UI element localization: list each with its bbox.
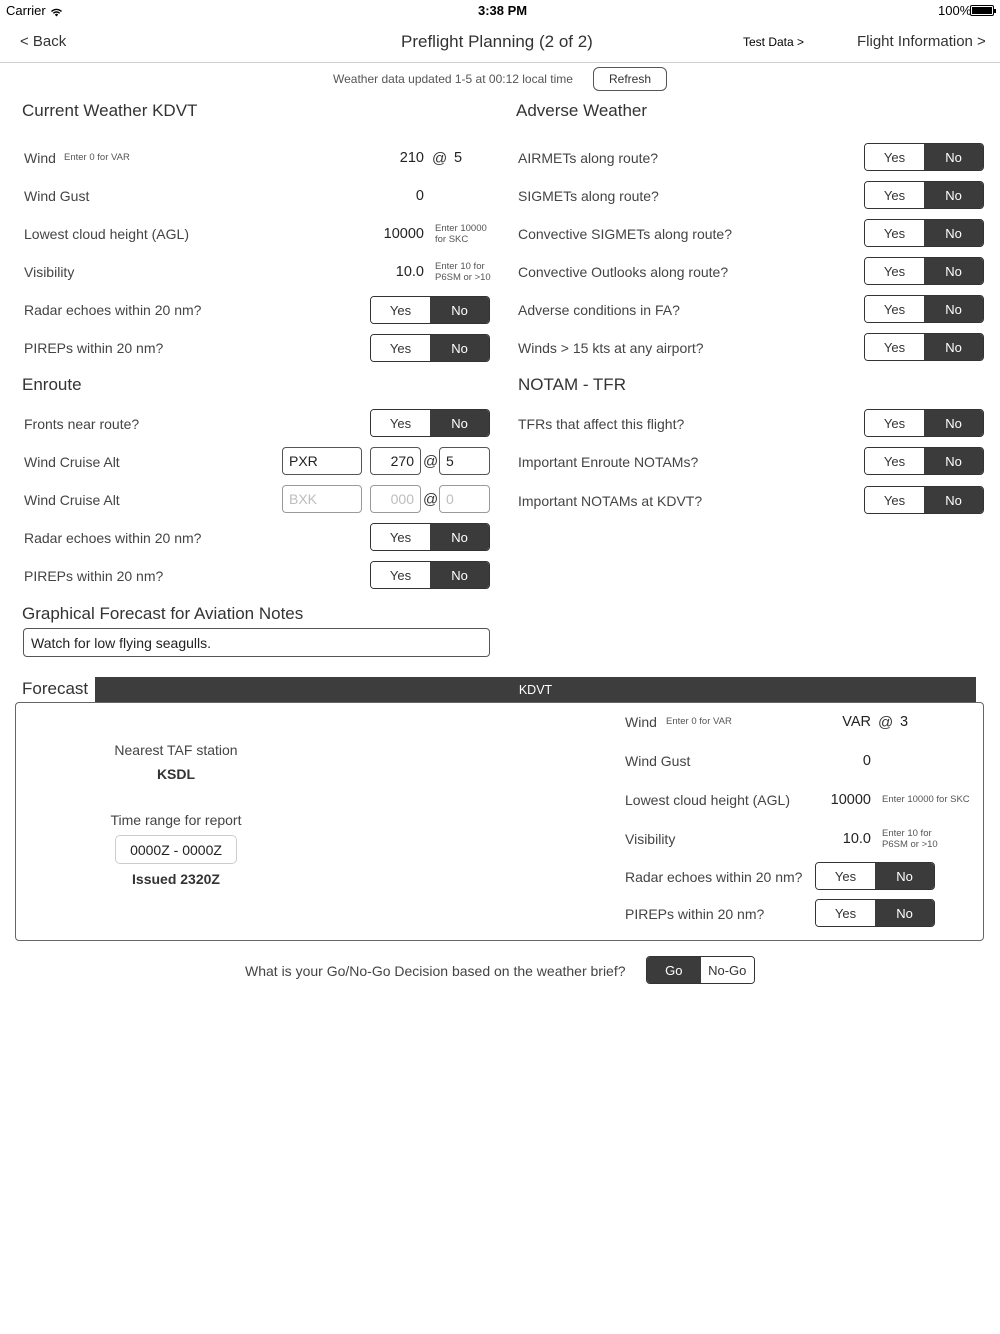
forecast-wind-label: Wind [625, 714, 657, 730]
kdvt-notams-label: Important NOTAMs at KDVT? [518, 493, 703, 509]
yes-option[interactable]: Yes [865, 487, 924, 513]
forecast-visibility-hint: Enter 10 for P6SM or >10 [882, 828, 938, 850]
radar-label: Radar echoes within 20 nm? [24, 302, 202, 318]
no-option[interactable]: No [430, 524, 489, 550]
wind-label: Wind [24, 150, 56, 166]
pireps-toggle[interactable] [370, 334, 490, 362]
adverse-fa-toggle[interactable] [864, 295, 984, 323]
taf-station-label: Nearest TAF station [114, 742, 238, 758]
forecast-pireps-toggle[interactable] [815, 899, 935, 927]
no-option[interactable]: No [924, 220, 983, 246]
forecast-cloud-value[interactable]: 10000 [830, 792, 871, 808]
no-option[interactable]: No [924, 487, 983, 513]
refresh-button[interactable]: Refresh [593, 67, 667, 91]
page-title: Preflight Planning (2 of 2) [401, 32, 593, 51]
wind-direction[interactable]: 210 [399, 150, 424, 166]
time-range-label: Time range for report [110, 812, 242, 828]
wifi-icon [50, 4, 63, 22]
no-option[interactable]: No [924, 334, 983, 360]
notes-input[interactable]: Watch for low flying seagulls. [23, 628, 490, 657]
no-option[interactable]: No [924, 410, 983, 436]
cruise-alt-label-2: Wind Cruise Alt [24, 492, 120, 508]
no-option[interactable]: No [875, 900, 934, 926]
wind-at-sign: @ [432, 150, 448, 167]
forecast-cloud-hint: Enter 10000 for SKC [882, 794, 970, 805]
gust-value[interactable]: 0 [415, 188, 424, 204]
no-option[interactable]: No [875, 863, 934, 889]
no-option[interactable]: No [430, 562, 489, 588]
no-option[interactable]: No [430, 297, 489, 323]
go-nogo-toggle[interactable] [646, 956, 755, 984]
yes-option[interactable]: Yes [371, 410, 430, 436]
tfrs-toggle[interactable] [864, 409, 984, 437]
enroute-notams-label: Important Enroute NOTAMs? [518, 454, 699, 470]
airmets-label: AIRMETs along route? [518, 150, 659, 166]
enroute-radar-toggle[interactable] [370, 523, 490, 551]
decision-question: What is your Go/No-Go Decision based on the weather brief? [245, 963, 626, 979]
no-option[interactable]: No [430, 335, 489, 361]
yes-option[interactable]: Yes [371, 562, 430, 588]
yes-option[interactable]: Yes [865, 410, 924, 436]
yes-option[interactable]: Yes [865, 334, 924, 360]
battery-icon [970, 5, 994, 16]
no-option[interactable]: No [430, 410, 489, 436]
clock: 3:38 PM [478, 3, 528, 18]
enroute-notams-toggle[interactable] [864, 447, 984, 475]
yes-option[interactable]: Yes [371, 297, 430, 323]
update-text: Weather data updated 1-5 at 00:12 local time [333, 72, 573, 86]
pireps-label: PIREPs within 20 nm? [24, 340, 164, 356]
cruise-direction-input-1[interactable]: 270 [370, 447, 421, 475]
gust-label: Wind Gust [24, 188, 90, 204]
no-option[interactable]: No [924, 144, 983, 170]
nogo-option[interactable]: No-Go [701, 957, 755, 983]
cruise-at-sign-2: @ [423, 491, 439, 508]
enroute-radar-label: Radar echoes within 20 nm? [24, 530, 202, 546]
notam-tfr-title: NOTAM - TFR [518, 375, 626, 394]
cruise-speed-input-1[interactable]: 5 [439, 447, 490, 475]
airmets-toggle[interactable] [864, 143, 984, 171]
forecast-visibility-label: Visibility [625, 831, 676, 847]
no-option[interactable]: No [924, 296, 983, 322]
forecast-cloud-label: Lowest cloud height (AGL) [625, 792, 790, 808]
nav-divider [0, 62, 1000, 63]
flight-information-link[interactable]: Flight Information > [857, 33, 986, 50]
fronts-label: Fronts near route? [24, 416, 140, 432]
carrier-label: Carrier [6, 3, 46, 18]
yes-option[interactable]: Yes [865, 144, 924, 170]
yes-option[interactable]: Yes [371, 335, 430, 361]
visibility-hint: Enter 10 for P6SM or >10 [435, 261, 491, 283]
cloud-height-label: Lowest cloud height (AGL) [24, 226, 189, 242]
test-data-link[interactable]: Test Data > [743, 35, 805, 49]
forecast-gust-value[interactable]: 0 [862, 753, 871, 769]
go-option[interactable]: Go [647, 957, 701, 983]
enroute-title: Enroute [22, 375, 82, 394]
tab-kdvt[interactable]: KDVT [95, 677, 976, 703]
forecast-wind-at-sign: @ [878, 714, 894, 731]
wind-speed[interactable]: 5 [454, 150, 463, 166]
forecast-gust-label: Wind Gust [625, 753, 691, 769]
current-weather-title: Current Weather KDVT [22, 101, 198, 120]
no-option[interactable]: No [924, 182, 983, 208]
no-option[interactable]: No [924, 258, 983, 284]
cruise-speed-input-2[interactable]: 0 [439, 485, 490, 513]
yes-option[interactable]: Yes [816, 900, 875, 926]
forecast-pireps-label: PIREPs within 20 nm? [625, 906, 765, 922]
convective-outlooks-toggle[interactable] [864, 257, 984, 285]
time-range-selector[interactable]: 0000Z - 0000Z [115, 835, 237, 864]
adverse-weather-title: Adverse Weather [516, 101, 648, 120]
yes-option[interactable]: Yes [865, 258, 924, 284]
forecast-visibility-value[interactable]: 10.0 [842, 831, 871, 847]
back-button[interactable]: < Back [20, 33, 67, 50]
sigmets-toggle[interactable] [864, 181, 984, 209]
visibility-value[interactable]: 10.0 [395, 264, 424, 280]
forecast-radar-label: Radar echoes within 20 nm? [625, 869, 803, 885]
winds-15kts-label: Winds > 15 kts at any airport? [518, 340, 704, 356]
cloud-height-hint: Enter 10000 for SKC [435, 223, 487, 245]
forecast-wind-speed[interactable]: 3 [900, 714, 909, 730]
yes-option[interactable]: Yes [371, 524, 430, 550]
adverse-fa-label: Adverse conditions in FA? [518, 302, 680, 318]
wind-hint: Enter 0 for VAR [64, 152, 130, 163]
yes-option[interactable]: Yes [865, 296, 924, 322]
convective-sigmets-label: Convective SIGMETs along route? [518, 226, 732, 242]
sigmets-label: SIGMETs along route? [518, 188, 659, 204]
no-option[interactable]: No [924, 448, 983, 474]
cruise-station-input-2[interactable]: BXK [282, 485, 362, 513]
forecast-wind-hint: Enter 0 for VAR [666, 716, 732, 727]
yes-option[interactable]: Yes [816, 863, 875, 889]
forecast-wind-direction[interactable]: VAR [842, 714, 871, 730]
fronts-toggle[interactable] [370, 409, 490, 437]
visibility-label: Visibility [24, 264, 75, 280]
cruise-at-sign-1: @ [423, 453, 439, 470]
forecast-radar-toggle[interactable] [815, 862, 935, 890]
enroute-pireps-toggle[interactable] [370, 561, 490, 589]
notes-title: Graphical Forecast for Aviation Notes [22, 604, 304, 623]
kdvt-notams-toggle[interactable] [864, 486, 984, 514]
issued-time: Issued 2320Z [132, 871, 220, 887]
taf-station-value: KSDL [156, 766, 196, 782]
yes-option[interactable]: Yes [865, 220, 924, 246]
yes-option[interactable]: Yes [865, 182, 924, 208]
cruise-station-input-1[interactable]: PXR [282, 447, 362, 475]
winds-15kts-toggle[interactable] [864, 333, 984, 361]
forecast-title: Forecast [22, 679, 89, 698]
convective-sigmets-toggle[interactable] [864, 219, 984, 247]
cruise-alt-label-1: Wind Cruise Alt [24, 454, 120, 470]
radar-toggle[interactable] [370, 296, 490, 324]
tfrs-label: TFRs that affect this flight? [518, 416, 685, 432]
battery-percent: 100% [938, 3, 972, 18]
cruise-direction-input-2[interactable]: 000 [370, 485, 421, 513]
enroute-pireps-label: PIREPs within 20 nm? [24, 568, 164, 584]
cloud-height-value[interactable]: 10000 [383, 226, 424, 242]
yes-option[interactable]: Yes [865, 448, 924, 474]
convective-outlooks-label: Convective Outlooks along route? [518, 264, 729, 280]
